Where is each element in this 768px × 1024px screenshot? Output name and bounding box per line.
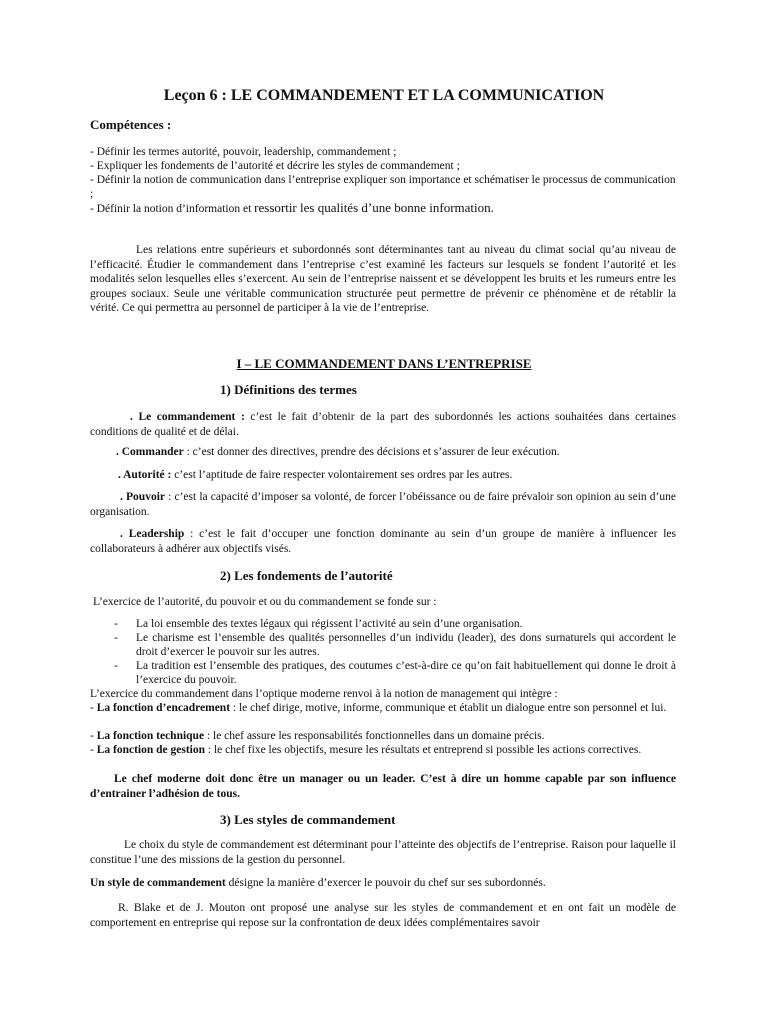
definition-text: : c’est donner des directives, prendre des décisions et s’assurer de leur exécution.: [183, 446, 560, 458]
style-term: Un style de commandement: [90, 877, 226, 889]
definition-commander: [90, 445, 676, 460]
management-term: La fonction d’encadrement: [96, 702, 231, 714]
definition-pouvoir: [90, 490, 676, 520]
competences-heading: Compétences :: [90, 117, 172, 132]
competence-item-part: - Définir la notion d’information et: [90, 203, 255, 215]
definition-leadership: [90, 527, 676, 557]
competence-item: [90, 201, 680, 216]
definition-term: . Le commandement :: [130, 411, 245, 423]
definition-commandement: [90, 410, 676, 440]
subsection-title: 3) Les styles de commandement: [220, 812, 396, 827]
definition-term: . Pouvoir: [120, 491, 165, 503]
subsection-title: 2) Les fondements de l’autorité: [220, 568, 393, 583]
fondements-list: [90, 617, 676, 687]
section-title: I – LE COMMANDEMENT DANS L’ENTREPRISE: [236, 356, 532, 371]
styles-paragraph: Le choix du style de commandement est déterminant pour l’atteinte des objectifs de l’entreprise. Raison pour laquelle il constitue l’une des missions de la gestion du personnel.: [90, 839, 676, 866]
definition-text: c’est l’aptitude de faire respecter volontairement ses ordres par les autres.: [171, 469, 513, 481]
style-definition: Un style de commandement désigne la manière d’exercer le pouvoir du chef sur ses subordonnés.: [90, 877, 546, 889]
competence-item: - Définir la notion de communication dans l’entreprise expliquer son importance et schématiser le processus de communication ;: [90, 174, 676, 200]
management-item: - La fonction technique : le chef assure les responsabilités fonctionnelles dans un domaine précis.: [90, 730, 545, 742]
fondements-intro: L’exercice de l’autorité, du pouvoir et ou du commandement se fonde sur :: [93, 596, 437, 608]
competence-item: - Définir les termes autorité, pouvoir, leadership, commandement ;: [90, 146, 397, 158]
list-item: - Le charisme est l’ensemble des qualités personnelles d’un individu (leader), des dons surnaturels qui accordent le droit d’exercer le pouvoir sur les autres.: [114, 632, 676, 658]
definition-text: : c’est la capacité d’imposer sa volonté, de forcer l’obéissance ou de faire prévaloir son opinion au sein d’une organisation.: [90, 491, 676, 518]
management-term: La fonction technique: [96, 730, 205, 742]
management-intro: L’exercice du commandement dans l’optique moderne renvoi à la notion de management qui intègre :: [90, 688, 558, 700]
blake-mouton-paragraph: R. Blake et de J. Mouton ont proposé une analyse sur les styles de commandement et en ont fait un modèle de comportement en entreprise qui repose sur la confrontation de deux idées complémentaires savoir: [90, 902, 676, 929]
management-item: - La fonction de gestion : le chef fixe les objectifs, mesure les résultats et entreprend si possible les actions correctives.: [90, 744, 642, 756]
management-term: La fonction de gestion: [96, 744, 206, 756]
list-item: - La tradition est l’ensemble des pratiques, des coutumes c’est-à-dire ce qu’on fait habituellement qui donne le droit à l’exercice du pouvoir.: [114, 660, 676, 686]
competence-item-part-large: ressortir les qualités d’une bonne information.: [254, 200, 494, 215]
definition-term: . Commander: [116, 446, 184, 458]
intro-paragraph: Les relations entre supérieurs et subordonnés sont déterminantes tant au niveau du climat social qu’au niveau de l’efficacité. Étudier le commandement dans l’entreprise c’est examiné les facteurs sur lesquels se fondent l’autorité et les modalités selon lesquelles elles s’exercent. Au sein de l’entreprise naissent et se développent les bruits et les rumeurs entre les groupes sociaux. Seule une véritable communication structurée peut permettre de prévenir ce phénomène et de rétablir la vérité. Ce qui permettra au personnel de participer à la vie de l’entreprise.: [90, 244, 676, 314]
subsection-title: 1) Définitions des termes: [220, 382, 357, 397]
management-item: - La fonction d’encadrement : le chef dirige, motive, informe, communique et établit un dialogue entre son personnel et lui.: [90, 702, 667, 714]
definition-term: . Autorité :: [118, 469, 172, 481]
definition-autorite: [90, 468, 676, 483]
competences-list: [90, 145, 680, 216]
competence-item: - Expliquer les fondements de l’autorité et décrire les styles de commandement ;: [90, 160, 460, 172]
definition-text: : c’est le fait d’occuper une fonction dominante au sein d’un groupe de manière à influencer les collaborateurs à adhérer aux objectifs visés.: [90, 528, 676, 555]
lesson-title: Leçon 6 : LE COMMANDEMENT ET LA COMMUNICATION: [163, 87, 605, 104]
definition-term: . Leadership: [120, 528, 185, 540]
conclusion-paragraph: Le chef moderne doit donc être un manager ou un leader. C’est à dire un homme capable par son influence d’entrainer l’adhésion de tous.: [90, 773, 676, 800]
list-item: - La loi ensemble des textes légaux qui régissent l’activité au sein d’une organisation.: [114, 618, 523, 630]
definition-text: c’est le fait d’obtenir de la part des subordonnés les actions souhaitées dans certaines conditions de qualité et de délai.: [90, 411, 676, 438]
